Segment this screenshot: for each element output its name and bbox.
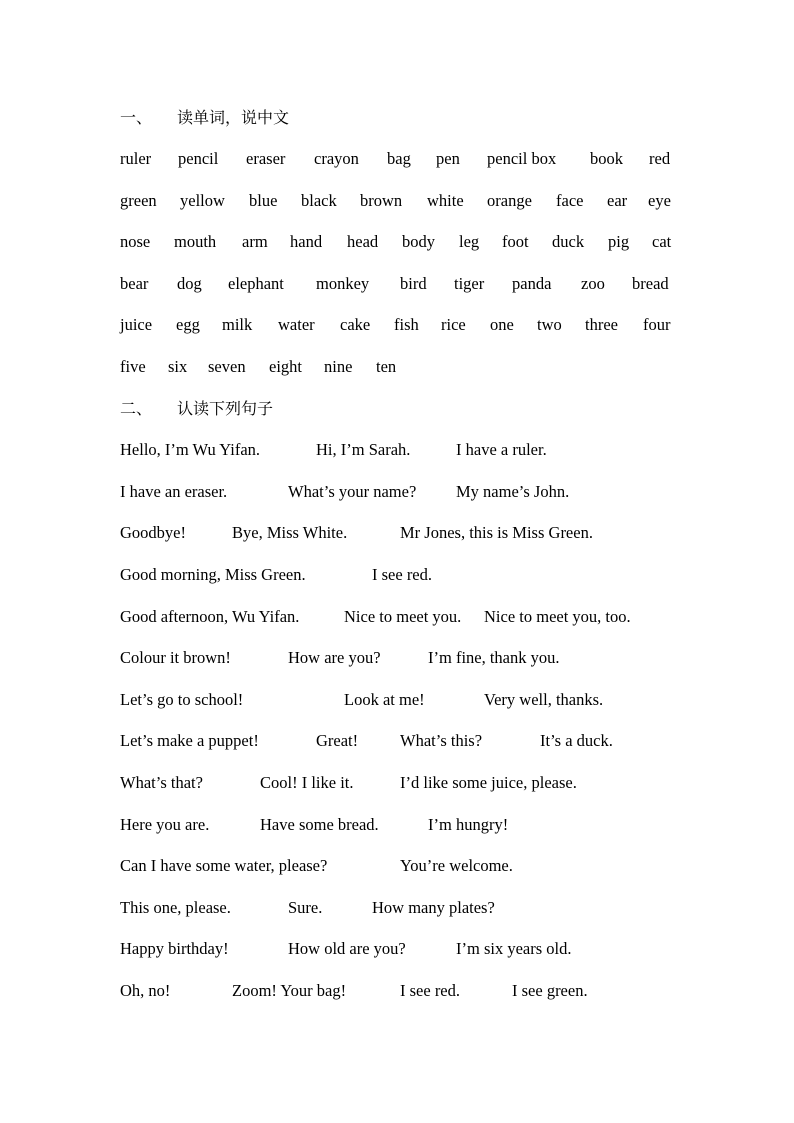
sentence: This one, please.	[120, 898, 231, 917]
word: egg	[176, 315, 200, 334]
section1-number: 一、	[120, 108, 153, 127]
word: crayon	[314, 149, 359, 168]
sentence: How many plates?	[372, 898, 495, 917]
sentence: I’m fine, thank you.	[428, 648, 560, 667]
word: bear	[120, 274, 149, 293]
word: leg	[459, 232, 480, 251]
sentence: I see red.	[372, 565, 433, 584]
word: ruler	[120, 149, 152, 168]
sentence: Zoom! Your bag!	[232, 981, 347, 1000]
sentence: Nice to meet you.	[344, 607, 462, 626]
sentence-row	[0, 896, 794, 920]
word: rice	[441, 315, 466, 334]
sentence-row	[0, 605, 794, 629]
word: five	[120, 357, 146, 376]
sentence: Goodbye!	[120, 523, 186, 542]
sentence-row	[0, 854, 794, 878]
word: hand	[290, 232, 323, 251]
sentence: Can I have some water, please?	[120, 856, 328, 875]
word: four	[643, 315, 671, 334]
sentence: Very well, thanks.	[484, 690, 604, 709]
sentence-row	[0, 771, 794, 795]
section1-heading	[0, 106, 794, 130]
sentence-row	[0, 729, 794, 753]
word: dog	[177, 274, 202, 293]
word-row	[0, 230, 794, 254]
sentence-row	[0, 480, 794, 504]
sentence: What’s that?	[120, 773, 203, 792]
sentence: Hello, I’m Wu Yifan.	[120, 440, 261, 459]
word: bread	[632, 274, 669, 293]
sentence-row	[0, 521, 794, 545]
word-row	[0, 272, 794, 296]
sentence: What’s your name?	[288, 482, 417, 501]
word: two	[537, 315, 562, 334]
word: juice	[120, 315, 153, 334]
sentence: Bye, Miss White.	[232, 523, 348, 542]
sentence: Have some bread.	[260, 815, 379, 834]
sentence-row	[0, 563, 794, 587]
sentence: How are you?	[288, 648, 381, 667]
sentence: I have a ruler.	[456, 440, 547, 459]
word: brown	[360, 191, 403, 210]
word: green	[120, 191, 157, 210]
word: yellow	[180, 191, 225, 210]
word: panda	[512, 274, 552, 293]
word: eraser	[246, 149, 286, 168]
word-row	[0, 147, 794, 171]
sentence: It’s a duck.	[540, 731, 613, 750]
sentence: Look at me!	[344, 690, 425, 709]
sentence: What’s this?	[400, 731, 483, 750]
section2-title: 认读下列句子	[177, 399, 274, 418]
sentence-row	[0, 438, 794, 462]
sentence: Mr Jones, this is Miss Green.	[400, 523, 593, 542]
word: arm	[242, 232, 268, 251]
sentence: Colour it brown!	[120, 648, 231, 667]
sentence: Cool! I like it.	[260, 773, 354, 792]
word: fish	[394, 315, 419, 334]
word: head	[347, 232, 379, 251]
sentence: My name’s John.	[456, 482, 570, 501]
word: foot	[502, 232, 529, 251]
word: ten	[376, 357, 397, 376]
word: red	[649, 149, 671, 168]
sentence: Let’s make a puppet!	[120, 731, 259, 750]
word: three	[585, 315, 618, 334]
word: black	[301, 191, 337, 210]
sentence: Good morning, Miss Green.	[120, 565, 306, 584]
sentence-row	[0, 688, 794, 712]
sentence: I see green.	[512, 981, 588, 1000]
sentence: Great!	[316, 731, 359, 750]
word: tiger	[454, 274, 485, 293]
word: face	[556, 191, 584, 210]
section1-title: 读单词，说中文	[177, 108, 290, 127]
word: mouth	[174, 232, 217, 251]
sentence-row	[0, 979, 794, 1003]
word: milk	[222, 315, 253, 334]
word: water	[278, 315, 315, 334]
word: ear	[607, 191, 628, 210]
word: pig	[608, 232, 630, 251]
sentence: How old are you?	[288, 939, 406, 958]
word: eye	[648, 191, 671, 210]
sentence: Good afternoon, Wu Yifan.	[120, 607, 300, 626]
sentence: Hi, I’m Sarah.	[316, 440, 411, 459]
sentence: You’re welcome.	[400, 856, 513, 875]
word: pencil box	[487, 149, 557, 168]
sentence-row	[0, 937, 794, 961]
word-row	[0, 189, 794, 213]
sentence: I’m six years old.	[456, 939, 572, 958]
sentence: Oh, no!	[120, 981, 171, 1000]
sentence: I’m hungry!	[428, 815, 509, 834]
word: white	[427, 191, 464, 210]
word: cake	[340, 315, 371, 334]
word: eight	[269, 357, 302, 376]
word: nine	[324, 357, 353, 376]
word-row	[0, 313, 794, 337]
sentence: I’d like some juice, please.	[400, 773, 577, 792]
word: seven	[208, 357, 246, 376]
sentence-row	[0, 646, 794, 670]
word-row	[0, 355, 794, 379]
sentence-row	[0, 813, 794, 837]
word: blue	[249, 191, 278, 210]
sentence: Here you are.	[120, 815, 210, 834]
word: duck	[552, 232, 585, 251]
word: zoo	[581, 274, 605, 293]
sentence: Happy birthday!	[120, 939, 229, 958]
sentence: Sure.	[288, 898, 323, 917]
section2-number: 二、	[120, 399, 153, 418]
word: one	[490, 315, 514, 334]
word: orange	[487, 191, 532, 210]
word: nose	[120, 232, 151, 251]
word: cat	[652, 232, 672, 251]
sentence: I see red.	[400, 981, 461, 1000]
word: body	[402, 232, 435, 251]
sentence: I have an eraser.	[120, 482, 228, 501]
sentence: Nice to meet you, too.	[484, 607, 631, 626]
word: six	[168, 357, 188, 376]
word: monkey	[316, 274, 370, 293]
word: bag	[387, 149, 411, 168]
word: elephant	[228, 274, 284, 293]
word: pencil	[178, 149, 219, 168]
section2-heading	[0, 397, 794, 421]
word: book	[590, 149, 623, 168]
word: bird	[400, 274, 427, 293]
word: pen	[436, 149, 460, 168]
sentence: Let’s go to school!	[120, 690, 244, 709]
